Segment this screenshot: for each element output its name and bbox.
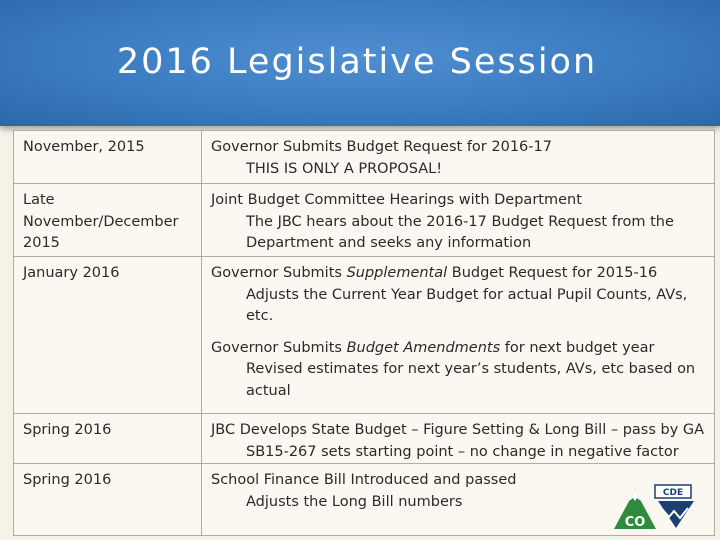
row-main-text: JBC Develops State Budget – Figure Setting & Long Bill – pass by GA [211,422,705,438]
table-row [14,184,715,257]
row-main-emphasis: Supplemental [346,265,448,281]
row-sub-text: The JBC hears about the 2016-17 Budget Request from the Department and seeks any information [246,213,674,251]
row-main-text-2 [211,338,706,360]
row-date: November, 2015 [14,131,202,184]
row-description [202,184,715,257]
row-date: January 2016 [14,257,202,414]
table-row [14,414,715,464]
row-main2-emphasis: Budget Amendments [346,339,501,356]
row-main-text: School Finance Bill Introduced and passed [211,472,517,488]
slide-title: 2016 Legislative Session [116,42,598,82]
row-sub-text: THIS IS ONLY A PROPOSAL! [246,160,443,177]
row-date: Spring 2016 [14,414,202,464]
table-row [14,257,715,414]
row-date: Spring 2016 [14,464,202,536]
row-main2-suffix: for next budget year [500,339,655,356]
row-description [202,414,715,464]
row-sub-text: Adjusts the Current Year Budget for actual Pupil Counts, AVs, etc. [246,286,688,324]
row-description [202,131,715,184]
logo-co-text: CO [624,515,646,530]
table-row [14,464,715,536]
row-date: Late November/December 2015 [14,184,202,257]
cde-colorado-logo-icon [612,484,698,530]
row-main-text: Governor Submits Budget Request for 2016-17 [211,139,552,155]
row-main-prefix: Governor Submits [211,265,347,281]
row-main-suffix: Budget Request for 2015-16 [447,265,658,281]
title-banner [0,0,720,126]
session-timeline-table [13,130,715,536]
row-main-text: Joint Budget Committee Hearings with Department [211,192,582,208]
row-sub-text: SB15-267 sets starting point – no change in negative factor [246,443,679,460]
row-main-text [211,263,706,285]
logo-cde-text: CDE [662,488,684,498]
row-sub-text: Adjusts the Long Bill numbers [246,493,463,510]
logo-snowcap [629,490,641,501]
row-description [202,257,715,414]
table-row [14,131,715,184]
paragraph-gap [211,328,706,338]
row-main2-prefix: Governor Submits [211,339,347,356]
row-sub-text-2: Revised estimates for next year’s students, AVs, etc based on actual [246,361,696,399]
